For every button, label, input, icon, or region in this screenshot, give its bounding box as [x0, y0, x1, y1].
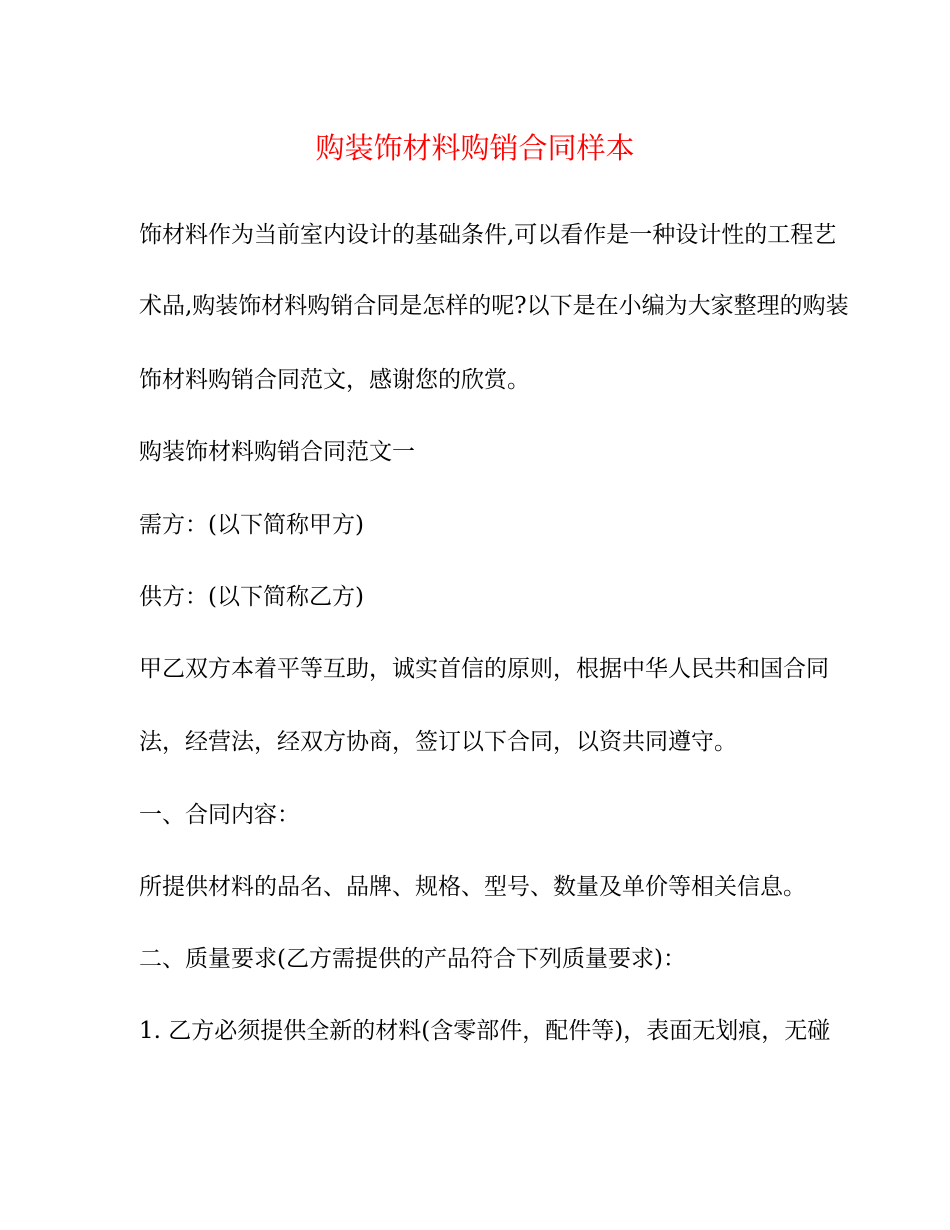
paragraph-line-1: 饰材料作为当前室内设计的基础条件,可以看作是一种设计性的工程艺 — [139, 222, 837, 248]
section-heading-sample-one: 购装饰材料购销合同范文一 — [139, 439, 415, 465]
clause-item-1: 1. 乙方必须提供全新的材料(含零部件，配件等)，表面无划痕，无碰 — [139, 1018, 831, 1044]
clause-heading-2: 二、质量要求(乙方需提供的产品符合下列质量要求)： — [139, 946, 686, 972]
paragraph-line-5: 法，经营法，经双方协商，签订以下合同，以资共同遵守。 — [139, 729, 737, 755]
supplier-line: 供方：(以下简称乙方) — [139, 584, 364, 610]
paragraph-line-4: 甲乙双方本着平等互助，诚实首信的原则，根据中华人民共和国合同 — [139, 656, 829, 682]
clause-text-1: 所提供材料的品名、品牌、规格、型号、数量及单价等相关信息。 — [139, 874, 806, 900]
paragraph-line-2: 术品,购装饰材料购销合同是怎样的呢?以下是在小编为大家整理的购装 — [139, 293, 849, 319]
paragraph-line-3: 饰材料购销合同范文，感谢您的欣赏。 — [139, 367, 530, 393]
clause-heading-1: 一、合同内容： — [139, 802, 300, 828]
buyer-line: 需方：(以下简称甲方) — [139, 512, 364, 538]
document-title: 购装饰材料购销合同样本 — [315, 131, 635, 165]
